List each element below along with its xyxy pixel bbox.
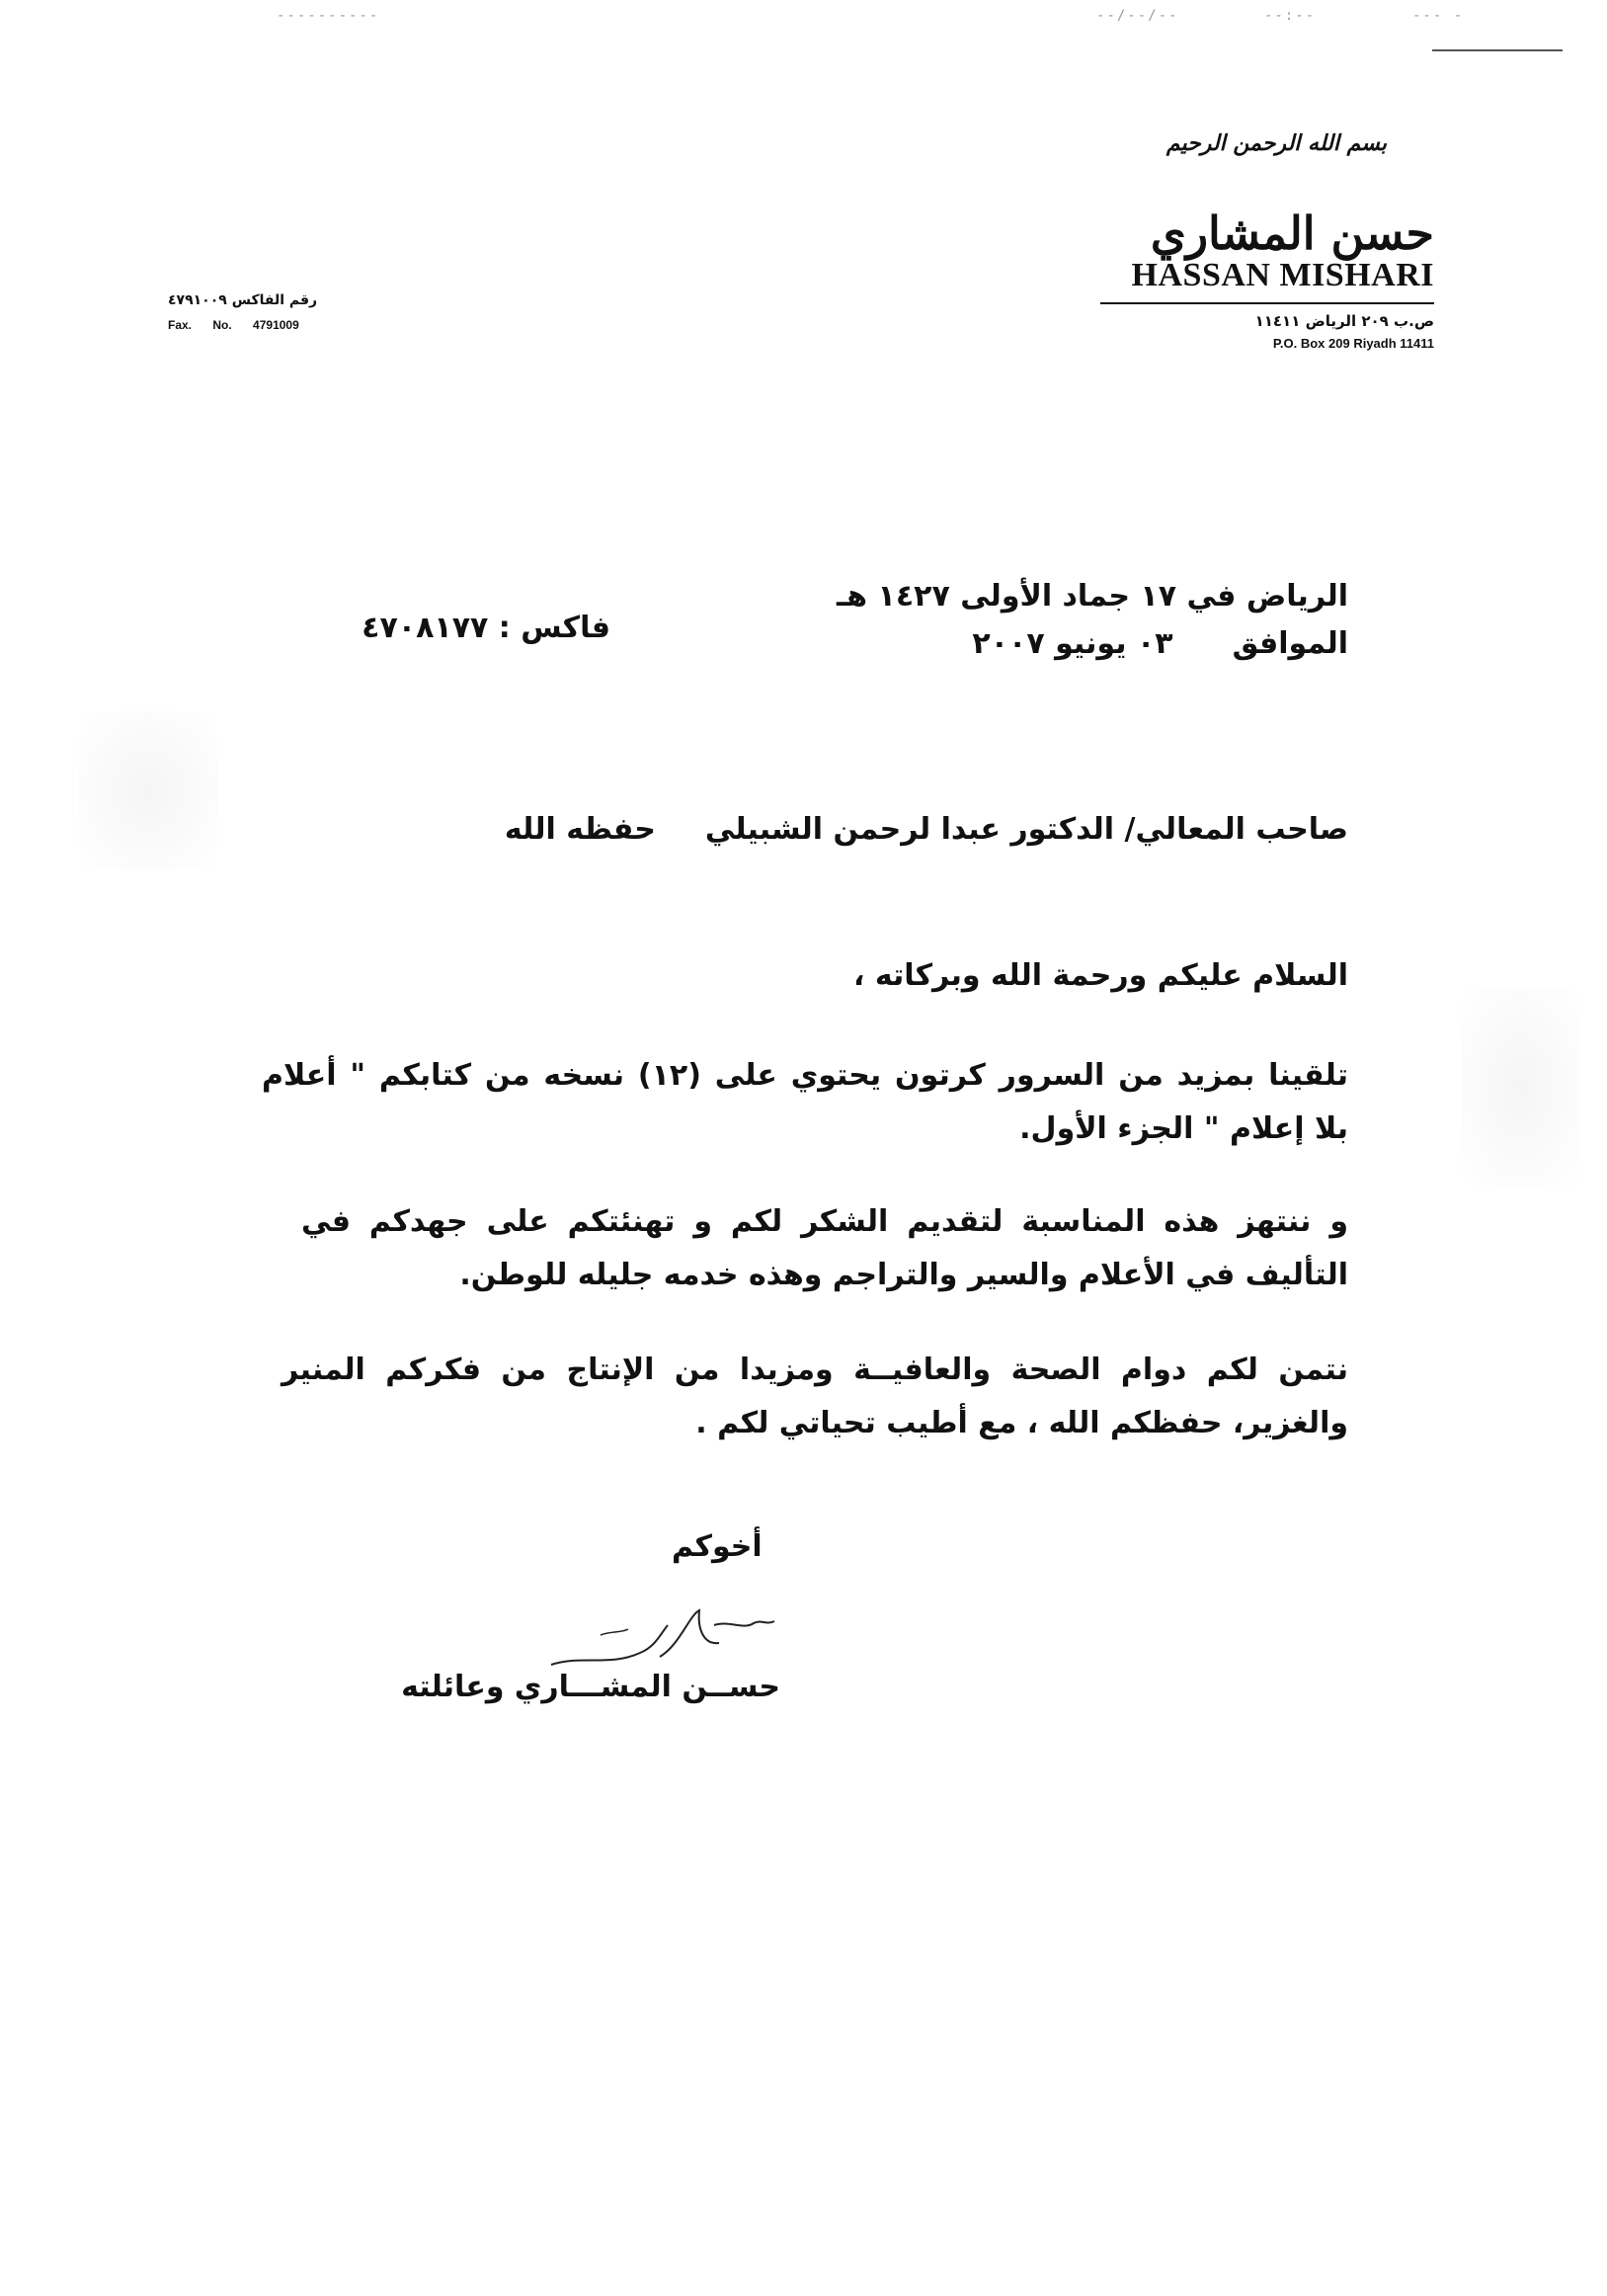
fax-label: Fax. xyxy=(168,318,193,332)
fax-header-page: --- - xyxy=(1412,8,1465,24)
gregorian-label: الموافق xyxy=(1232,626,1348,661)
fax-transmission-header xyxy=(277,8,1561,30)
gregorian-date: ٠٣ يونيو ٢٠٠٧ xyxy=(972,626,1173,661)
fax-header-time: --:-- xyxy=(1264,8,1317,24)
closing: أخوكم xyxy=(672,1529,763,1564)
letterhead-pobox-arabic: ص.ب ٢٠٩ الرياض ١١٤١١ xyxy=(1254,312,1434,330)
addressee xyxy=(459,812,1348,847)
fax-header-rule xyxy=(1432,49,1563,51)
letterhead xyxy=(1098,206,1434,351)
addressee-name: صاحب المعالي/ الدكتور عبدا لرحمن الشبيلي xyxy=(704,812,1348,847)
letterhead-rule xyxy=(1100,302,1434,304)
greeting: السلام عليكم ورحمة الله وبركاته ، xyxy=(853,958,1348,993)
scan-smudge xyxy=(1462,988,1580,1186)
letterhead-name-english: HASSAN MISHARI xyxy=(1131,257,1434,293)
body-paragraph-2: و ننتهز هذه المناسبة لتقديم الشكر لكم و تهنئتكم على جهدكم في التأليف في الأعلام والسير والتراجم وهذه خدمه جليله للوطن. xyxy=(301,1204,1348,1292)
addressee-honorific: حفظه الله xyxy=(504,812,656,847)
recipient-fax: فاكس : ٤٧٠٨١٧٧ xyxy=(362,611,610,645)
fax-header-id: ---------- xyxy=(277,8,380,24)
fax-header-date: --/--/-- xyxy=(1096,8,1179,24)
letterhead-pobox-english: P.O. Box 209 Riyadh 11411 xyxy=(1272,336,1434,351)
sender-fax-english xyxy=(168,318,385,332)
sender-fax-arabic: رقم الفاكس ٤٧٩١٠٠٩ xyxy=(168,292,318,308)
no-label: No. xyxy=(212,318,232,332)
signatory-name: حســن المشـــاري وعائلته xyxy=(401,1670,780,1704)
body-paragraph-1: تلقينا بمزيد من السرور كرتون يحتوي على (١٢) نسخه من كتابكم " أعلام بلا إعلام " الجزء الأول. xyxy=(262,1058,1348,1146)
basmala: بسم الله الرحمن الرحيم xyxy=(1165,130,1387,156)
sender-fax-number xyxy=(168,292,385,332)
body-paragraph-3: نتمن لكم دوام الصحة والعافيــة ومزيدا من الإنتاج من فكركم المنير والغزير، حفظكم الله ، مع أطيب تحياتي لكم . xyxy=(281,1353,1348,1440)
gregorian-date-line xyxy=(756,620,1348,668)
fax-number-value: 4791009 xyxy=(253,318,299,332)
date-block xyxy=(756,573,1348,668)
hijri-date: الرياض في ١٧ جماد الأولى ١٤٢٧ هـ xyxy=(837,579,1348,614)
scan-smudge xyxy=(79,711,217,869)
letterhead-name-arabic: حسن المشاري xyxy=(1150,206,1434,260)
